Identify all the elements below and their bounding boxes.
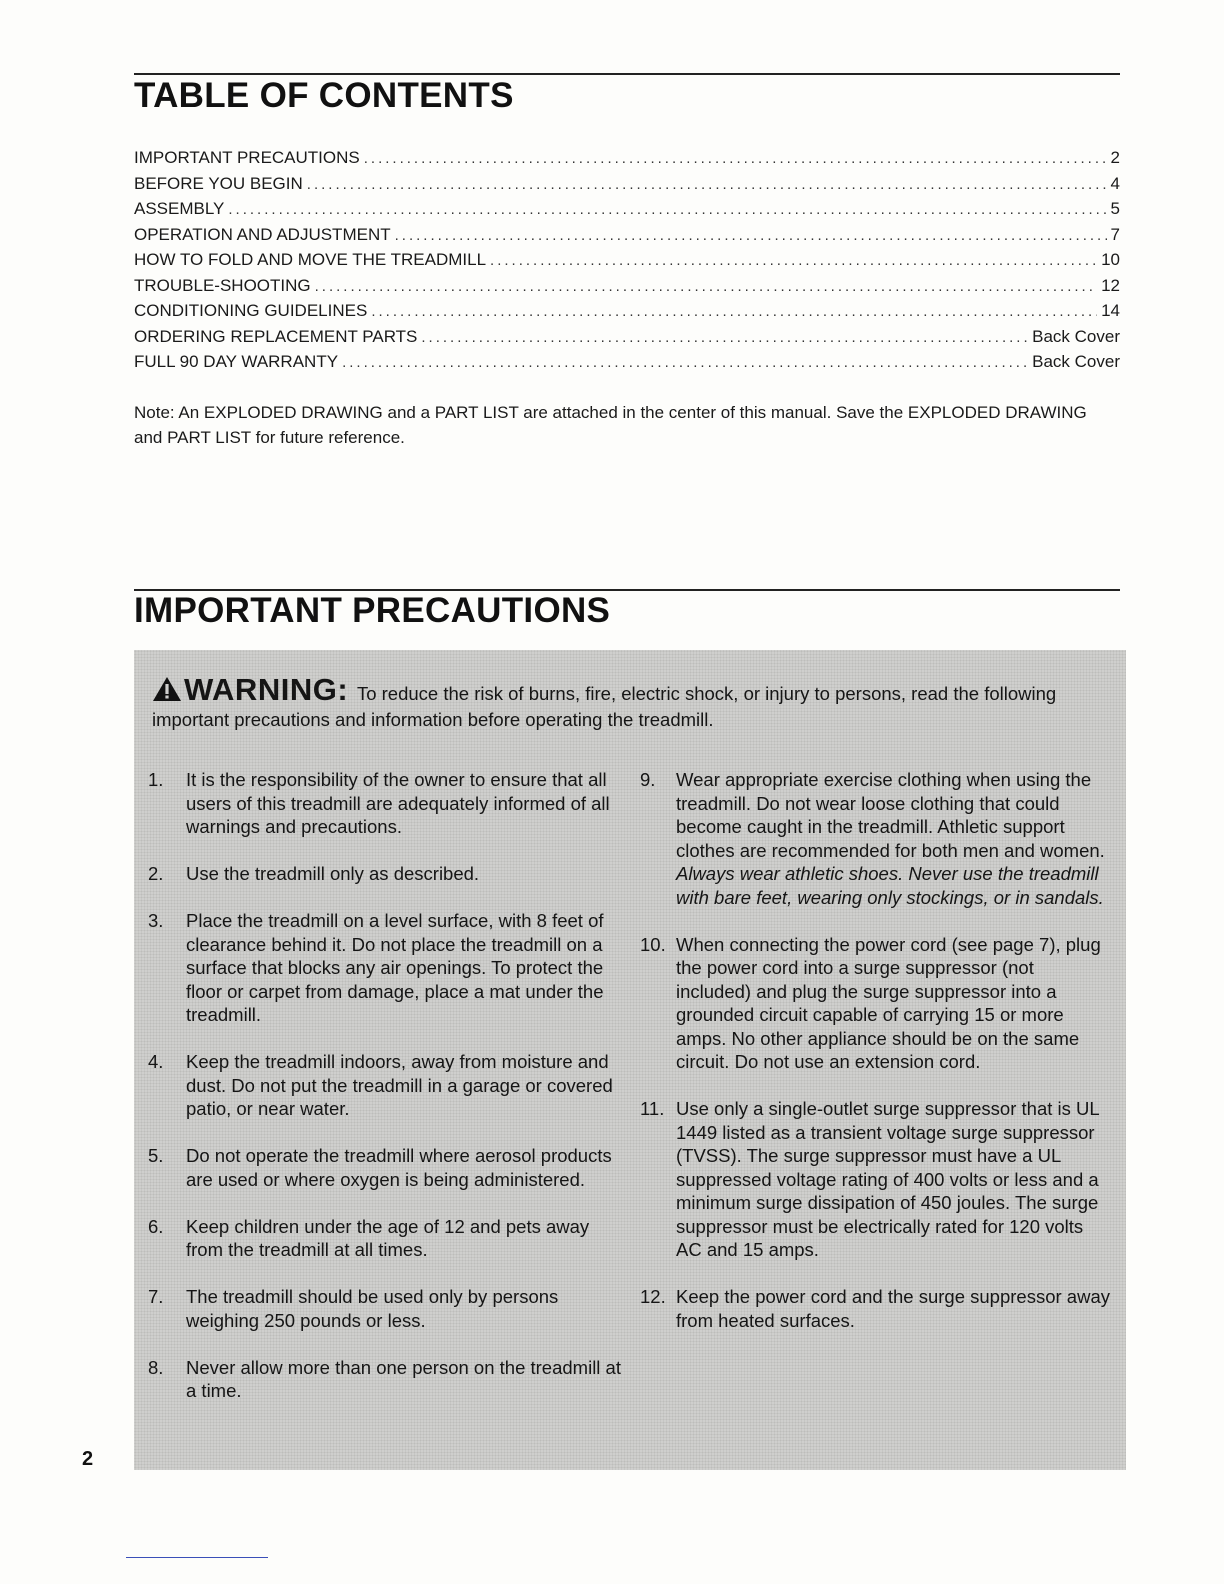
precautions-left-column (148, 768, 628, 1426)
warning-statement (152, 672, 1107, 732)
toc-leader-dots (371, 303, 1097, 320)
precaution-number: 2. (148, 863, 164, 884)
toc-entry-page: 10 (1101, 250, 1120, 269)
precaution-text: The treadmill should be used only by persons weighing 250 pounds or less. (186, 1286, 559, 1331)
toc-leader-dots (395, 227, 1107, 244)
toc-entry-label: ASSEMBLY (134, 199, 225, 218)
precaution-text (676, 768, 1110, 909)
precaution-number: 9. (640, 769, 656, 790)
precaution-number: 8. (148, 1356, 164, 1378)
precaution-text-regular: Wear appropriate exercise clothing when using the treadmill. Do not wear loose clothing that could become caught in the treadmill. Athletic support clothes are recommended for both men and women. (676, 769, 1105, 861)
toc-top-rule (134, 73, 1120, 75)
toc-entry[interactable] (134, 301, 1120, 327)
precaution-item (148, 1215, 628, 1262)
toc-entry-page: 5 (1110, 199, 1120, 218)
page-number: 2 (82, 1448, 94, 1470)
precaution-number: 11. (640, 1098, 665, 1119)
toc-entry-page: 14 (1101, 301, 1120, 320)
precaution-item (148, 1050, 628, 1121)
warning-word: WARNING: (184, 672, 349, 707)
precaution-number: 12. (640, 1286, 666, 1307)
toc-entry-page: 4 (1110, 173, 1120, 193)
precaution-text: Place the treadmill on a level surface, with 8 feet of clearance behind it. Do not place the treadmill on a surface that blocks any air openings. To protect the floor or carpet from damage, place a mat under the treadmill. (186, 910, 604, 1025)
precaution-item (640, 1097, 1110, 1262)
toc-entry-label: HOW TO FOLD AND MOVE THE TREADMILL (134, 250, 487, 269)
precaution-text: It is the responsibility of the owner to ensure that all users of this treadmill are adequately informed of all warnings and precautions. (186, 769, 610, 837)
toc-entry-page: Back Cover (1032, 326, 1120, 346)
toc-entry-page: 2 (1110, 148, 1120, 167)
toc-leader-dots (307, 176, 1107, 193)
precaution-item (148, 862, 628, 886)
toc-entry-page: 12 (1101, 275, 1120, 295)
precaution-text: Keep the power cord and the surge suppressor away from heated surfaces. (676, 1286, 1110, 1331)
toc-entry-label: TROUBLE-SHOOTING (134, 275, 311, 295)
precaution-text-emphasis: Always wear athletic shoes. Never use the treadmill with bare feet, wearing only stockings, or in sandals. (676, 863, 1104, 908)
precaution-number: 10. (640, 933, 666, 955)
precaution-text: Keep the treadmill indoors, away from moisture and dust. Do not put the treadmill in a garage or covered patio, or near water. (186, 1051, 613, 1119)
toc-entry-label: IMPORTANT PRECAUTIONS (134, 148, 360, 167)
toc-entry[interactable] (134, 148, 1120, 174)
precaution-number: 7. (148, 1286, 164, 1307)
precaution-text: Keep children under the age of 12 and pets away from the treadmill at all times. (186, 1215, 590, 1260)
toc-entry[interactable] (134, 276, 1120, 302)
toc-title: TABLE OF CONTENTS (134, 76, 514, 115)
precautions-title: IMPORTANT PRECAUTIONS (134, 591, 611, 630)
precaution-item (148, 1144, 628, 1191)
toc-list (134, 148, 1120, 378)
precaution-number: 4. (148, 1051, 164, 1072)
warning-text: To reduce the risk of burns, fire, electric shock, or injury to persons, read the following important precautions and information before operating the treadmill. (152, 683, 1057, 730)
toc-leader-dots (228, 201, 1106, 218)
toc-entry[interactable] (134, 174, 1120, 200)
precaution-item (148, 1356, 628, 1403)
toc-entry[interactable] (134, 250, 1120, 276)
toc-entry[interactable] (134, 225, 1120, 251)
toc-leader-dots (364, 150, 1107, 167)
toc-leader-dots (421, 329, 1028, 346)
toc-entry[interactable] (134, 352, 1120, 378)
toc-entry-label: CONDITIONING GUIDELINES (134, 301, 368, 320)
precaution-item (148, 1285, 628, 1332)
toc-entry-label: BEFORE YOU BEGIN (134, 173, 303, 193)
precaution-text: When connecting the power cord (see page 7), plug the power cord into a surge suppressor (not included) and plug the surge suppressor into a grounded circuit capable of carrying 15 or more amps. No other appliance should be on the same circuit. Do not use an extension cord. (676, 933, 1101, 1072)
toc-leader-dots (342, 354, 1028, 371)
precaution-number: 3. (148, 910, 164, 931)
toc-entry[interactable] (134, 327, 1120, 353)
precaution-text: Do not operate the treadmill where aerosol products are used or where oxygen is being administered. (186, 1145, 612, 1190)
precaution-text: Use the treadmill only as described. (186, 863, 480, 884)
toc-leader-dots (315, 278, 1097, 295)
toc-entry-page: Back Cover (1032, 352, 1120, 371)
precaution-number: 5. (148, 1145, 164, 1166)
precaution-number: 1. (148, 769, 164, 790)
precaution-text: Use only a single-outlet surge suppressor that is UL 1449 listed as a transient voltage surge suppressor (TVSS). The surge suppressor must have a UL suppressed voltage rating of 400 volts or less and a minimum surge dissipation of 450 joules. The surge suppressor must be electrically rated for 120 volts AC and 15 amps. (676, 1098, 1099, 1260)
precaution-text: Never allow more than one person on the treadmill at a time. (186, 1356, 621, 1401)
toc-note: Note: An EXPLODED DRAWING and a PART LIST are attached in the center of this manual. Save the EXPLODED DRAWING and PART LIST for future reference. (134, 403, 1087, 447)
toc-entry-label: FULL 90 DAY WARRANTY (134, 352, 339, 371)
precaution-item (640, 768, 1110, 909)
toc-entry-page: 7 (1110, 224, 1120, 244)
precaution-item (640, 1285, 1110, 1332)
toc-leader-dots (490, 252, 1097, 269)
precaution-item (148, 909, 628, 1027)
toc-entry-label: OPERATION AND ADJUSTMENT (134, 224, 391, 244)
precaution-number: 6. (148, 1215, 164, 1237)
toc-entry-label: ORDERING REPLACEMENT PARTS (134, 326, 418, 346)
toc-entry[interactable] (134, 199, 1120, 225)
bottom-divider (126, 1557, 268, 1558)
precaution-item (640, 933, 1110, 1074)
precaution-item (148, 768, 628, 839)
warning-triangle-icon (152, 676, 182, 708)
precautions-right-column (640, 768, 1110, 1356)
